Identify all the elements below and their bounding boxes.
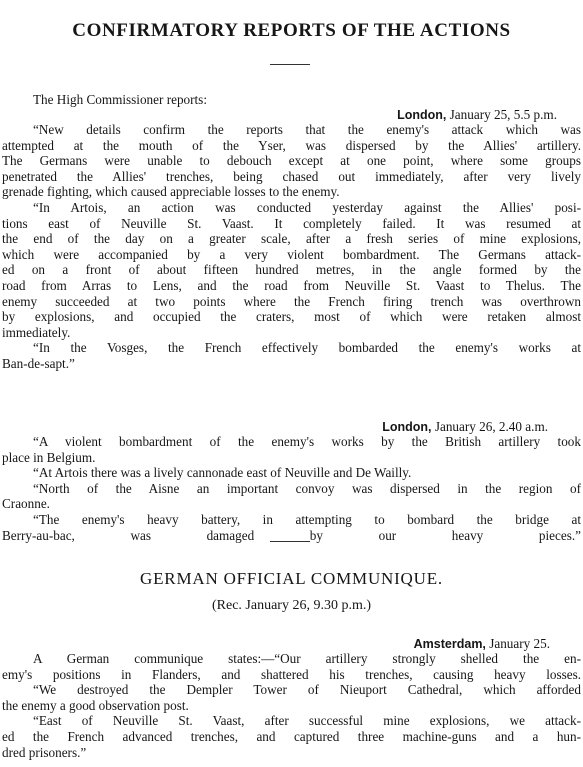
section2-received: (Rec. January 26, 9.30 p.m.) <box>211 598 372 613</box>
title-divider <box>270 64 310 65</box>
section2-date: January 25. <box>489 636 550 651</box>
text-line: “North of the Aisne an important convoy was dispersed in the region of <box>33 480 581 496</box>
text-line: the end of the day on a greater scale, after a fresh series of mine explosions, <box>2 231 581 247</box>
text-line: place in Belgium. <box>2 449 96 465</box>
report2-place: London, <box>382 420 432 434</box>
page-title: CONFIRMATORY REPORTS OF THE ACTIONS <box>72 20 511 41</box>
text-line: which were accompanied by a very violent bombardment. The Germans attack- <box>2 246 581 262</box>
text-line: “We destroyed the Dempler Tower of Nieuport Cathedral, which afforded <box>33 682 581 698</box>
section2-dateline <box>0 636 550 652</box>
text-line: The Germans were unable to debouch except at one point, where some groups <box>2 153 581 169</box>
text-line: “In Artois, an action was conducted yesterday against the Allies' posi- <box>33 200 581 215</box>
section-divider <box>270 541 310 542</box>
text-line: “In the Vosges, the French effectively bombarded the enemy's works at <box>33 340 581 356</box>
text-line: grenade fighting, which caused appreciable losses to the enemy. <box>2 184 340 200</box>
text-line: “At Artois there was a lively cannonade east of Neuville and De Wailly. <box>33 465 412 481</box>
text-line: ed on a front of about fifteen hundred metres, in the angle formed by the <box>2 262 581 278</box>
text-line: penetrated the Allies' trenches, being chased out immediately, after very lively <box>2 168 581 184</box>
text-line: “A violent bombardment of the enemy's works by the British artillery took <box>33 434 581 449</box>
report1-date: January 25, 5.5 p.m. <box>449 107 557 122</box>
text-line: Craonne. <box>2 496 50 512</box>
text-line: tions east of Neuville St. Vaast. It completely failed. It was resumed at <box>2 215 581 231</box>
section2-place: Amsterdam, <box>413 637 486 651</box>
text-line: Berry-au-bac, was damaged by our heavy pieces.” <box>2 527 581 543</box>
text-line: “East of Neuville St. Vaast, after successful mine explosions, we attack- <box>33 713 581 729</box>
text-line: the enemy a good observation post. <box>2 697 189 713</box>
text-line: “New details confirm the reports that the enemy's attack which was <box>33 122 581 137</box>
report1-dateline <box>0 107 557 123</box>
section2-title: GERMAN OFFICIAL COMMUNIQUE. <box>140 569 443 588</box>
text-line: “The enemy's heavy battery, in attempting to bombard the bridge at <box>33 512 581 527</box>
text-line: emy's positions in Flanders, and shattered his trenches, causing heavy losses. <box>2 666 581 682</box>
report1-place: London, <box>397 108 447 122</box>
text-line: ed the French advanced trenches, and captured three machine-guns and a hun- <box>2 729 581 744</box>
report2-date: January 26, 2.40 a.m. <box>434 419 548 434</box>
text-line: A German communique states:—“Our artillery strongly shelled the en- <box>33 651 581 666</box>
text-line: enemy succeeded at two points where the French firing trench was overthrown <box>2 293 581 309</box>
text-line: by explosions, and occupied the craters, most of which were retaken almost <box>2 309 581 325</box>
text-line: road from Arras to Lens, and the road from Neuville St. Vaast to Thelus. The <box>2 278 581 293</box>
text-line: Ban-de-sapt.” <box>2 356 75 371</box>
text-line: immediately. <box>2 324 71 340</box>
text-line: attempted at the mouth of the Yser, was dispersed by the Allies' artillery. <box>2 137 581 153</box>
text-line: dred prisoners.” <box>2 744 87 760</box>
intro-text: The High Commissioner reports: <box>33 92 207 107</box>
report2-dateline <box>0 419 548 435</box>
